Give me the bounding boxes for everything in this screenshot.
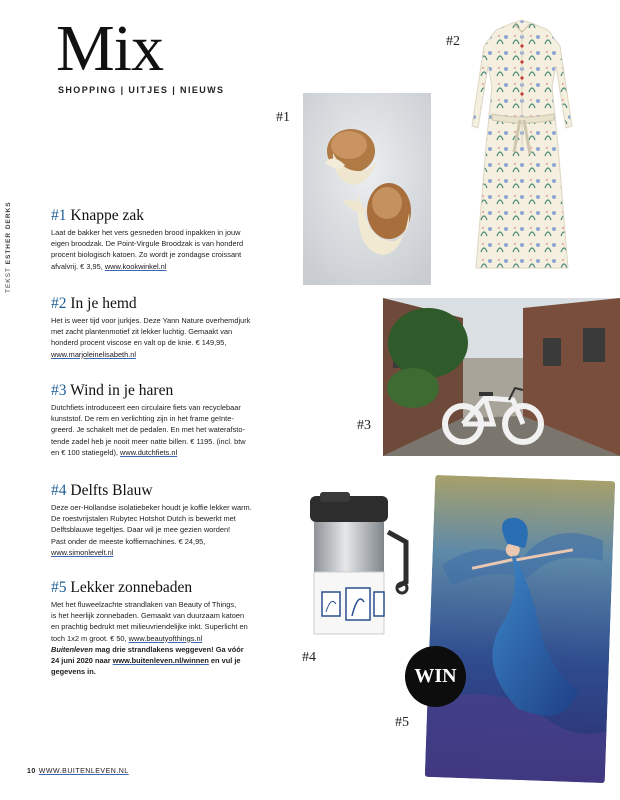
body-line: Delftsblauwe tegeltjes. Daar wil je mee gezien worden!: [51, 525, 231, 535]
article-item-1: [51, 207, 287, 272]
item-title: Knappe zak: [70, 207, 144, 224]
bread-bag-photo: [303, 93, 431, 285]
bike-street-photo: [383, 298, 620, 456]
article-item-5: [51, 579, 287, 677]
body-line: is het heerlijk zonnebaden. Gemaakt van duurzaam katoen: [51, 611, 245, 621]
item-body: [51, 402, 287, 458]
author-credit: [3, 201, 15, 295]
item-heading: [51, 579, 287, 596]
article-item-4: [51, 482, 287, 558]
body-line: procent biologisch katoen. Zo wordt je zondagse croissant: [51, 250, 242, 260]
item-number: #3: [51, 382, 67, 399]
item-number: #2: [51, 295, 67, 312]
item-body: [51, 315, 287, 360]
item-link[interactable]: www.dutchfiets.nl: [120, 447, 178, 457]
body-line: De roestvrijstalen Rubytec Hotshot Dutch is bewerkt met: [51, 514, 236, 524]
body-line: Met het fluweelzachte strandlaken van Beauty of Things,: [51, 600, 237, 609]
item-number: #5: [51, 579, 67, 596]
item-heading: [51, 382, 287, 399]
photo-label-3: #3: [357, 418, 371, 433]
item-title: Wind in je haren: [70, 382, 174, 399]
beach-towel-photo: [425, 475, 615, 783]
item-link[interactable]: www.marjoleinelisabeth.nl: [51, 349, 137, 359]
item-body: [51, 502, 287, 558]
body-line: en € 100 statiegeld),: [51, 447, 121, 457]
item-title: Delfts Blauw: [70, 482, 153, 499]
body-line: afvalvrij. € 3,95,: [51, 261, 105, 271]
section-nav: SHOPPING | UITJES | NIEUWS: [58, 85, 225, 95]
body-line: met zacht plantenmotief zit lekker luchtig. Gemaakt van: [51, 327, 233, 337]
mug-photo: [306, 492, 416, 642]
bike-street-illustration: [383, 298, 620, 456]
dress-photo: [462, 16, 582, 284]
item-title: In je hemd: [70, 295, 137, 312]
body-line: Dutchfiets introduceert een circulaire fiets van recyclebaar: [51, 403, 241, 412]
body-line: Het is weer tijd voor jurkjes. Deze Yann Nature overhemdjurk: [51, 316, 251, 325]
promo-text: mag drie strandlakens weggeven! Ga vóór: [92, 644, 244, 654]
photo-label-5: #5: [395, 715, 409, 730]
item-link[interactable]: www.simonlevelt.nl: [51, 547, 114, 557]
photo-label-1: #1: [276, 110, 290, 125]
dress-illustration: [462, 16, 582, 284]
page-number: 10: [27, 768, 36, 775]
body-line: en prachtig bedrukt met milieuvriendelijke inkt. Superlicht en: [51, 622, 248, 632]
body-line: greerd. Je schakelt met de pedalen. En met het waterafsto-: [51, 425, 245, 435]
body-line: Past onder de meeste koffiemachines. € 24,95,: [51, 536, 206, 546]
body-line: eigen broodzak. De Point-Virgule Broodzak is van honderd: [51, 239, 244, 249]
page-title: Mix: [56, 12, 164, 85]
body-line: kunststof. De rem en verlichting zijn in het frame geïnte-: [51, 414, 234, 424]
page-footer: [27, 768, 129, 775]
mug-illustration: [306, 492, 416, 642]
item-heading: [51, 482, 287, 499]
credit-prefix: TEKST: [5, 267, 12, 293]
body-line: tende zadel heb je nooit meer natte billen. € 1195. (incl. btw: [51, 436, 246, 446]
item-body: [51, 599, 287, 677]
photo-label-4: #4: [302, 650, 316, 665]
item-title: Lekker zonnebaden: [70, 579, 193, 596]
body-line: toch 1x2 m groot. € 50,: [51, 633, 129, 643]
item-number: #4: [51, 482, 67, 499]
item-number: #1: [51, 207, 67, 224]
promo-brand: Buitenleven: [51, 644, 93, 654]
item-heading: [51, 207, 287, 224]
credit-author: ESTHER DERKS: [5, 201, 12, 265]
promo-text: gegevens in.: [51, 667, 96, 677]
footer-website-link[interactable]: WWW.BUITENLEVEN.NL: [38, 768, 129, 775]
item-heading: [51, 295, 287, 312]
article-item-2: [51, 295, 287, 360]
bread-bag-illustration: [303, 93, 431, 285]
item-body: [51, 227, 287, 272]
promo-text: en vul je: [208, 656, 241, 666]
item-link[interactable]: www.kookwinkel.nl: [104, 261, 167, 271]
win-badge: WIN: [405, 646, 466, 707]
item-link[interactable]: www.beautyofthings.nl: [128, 633, 203, 643]
body-line: Laat de bakker het vers gesneden brood inpakken in jouw: [51, 228, 241, 237]
article-item-3: [51, 382, 287, 458]
beach-towel-illustration: [425, 475, 615, 783]
photo-label-2: #2: [446, 34, 460, 49]
body-line: honderd procent viscose en valt op de knie. € 149,95,: [51, 338, 227, 348]
promo-text: 24 juni 2020 naar: [51, 656, 113, 666]
promo-link[interactable]: www.buitenleven.nl/winnen: [112, 656, 209, 666]
body-line: Deze oer-Hollandse isolatiebeker houdt je koffie lekker warm.: [51, 503, 252, 512]
